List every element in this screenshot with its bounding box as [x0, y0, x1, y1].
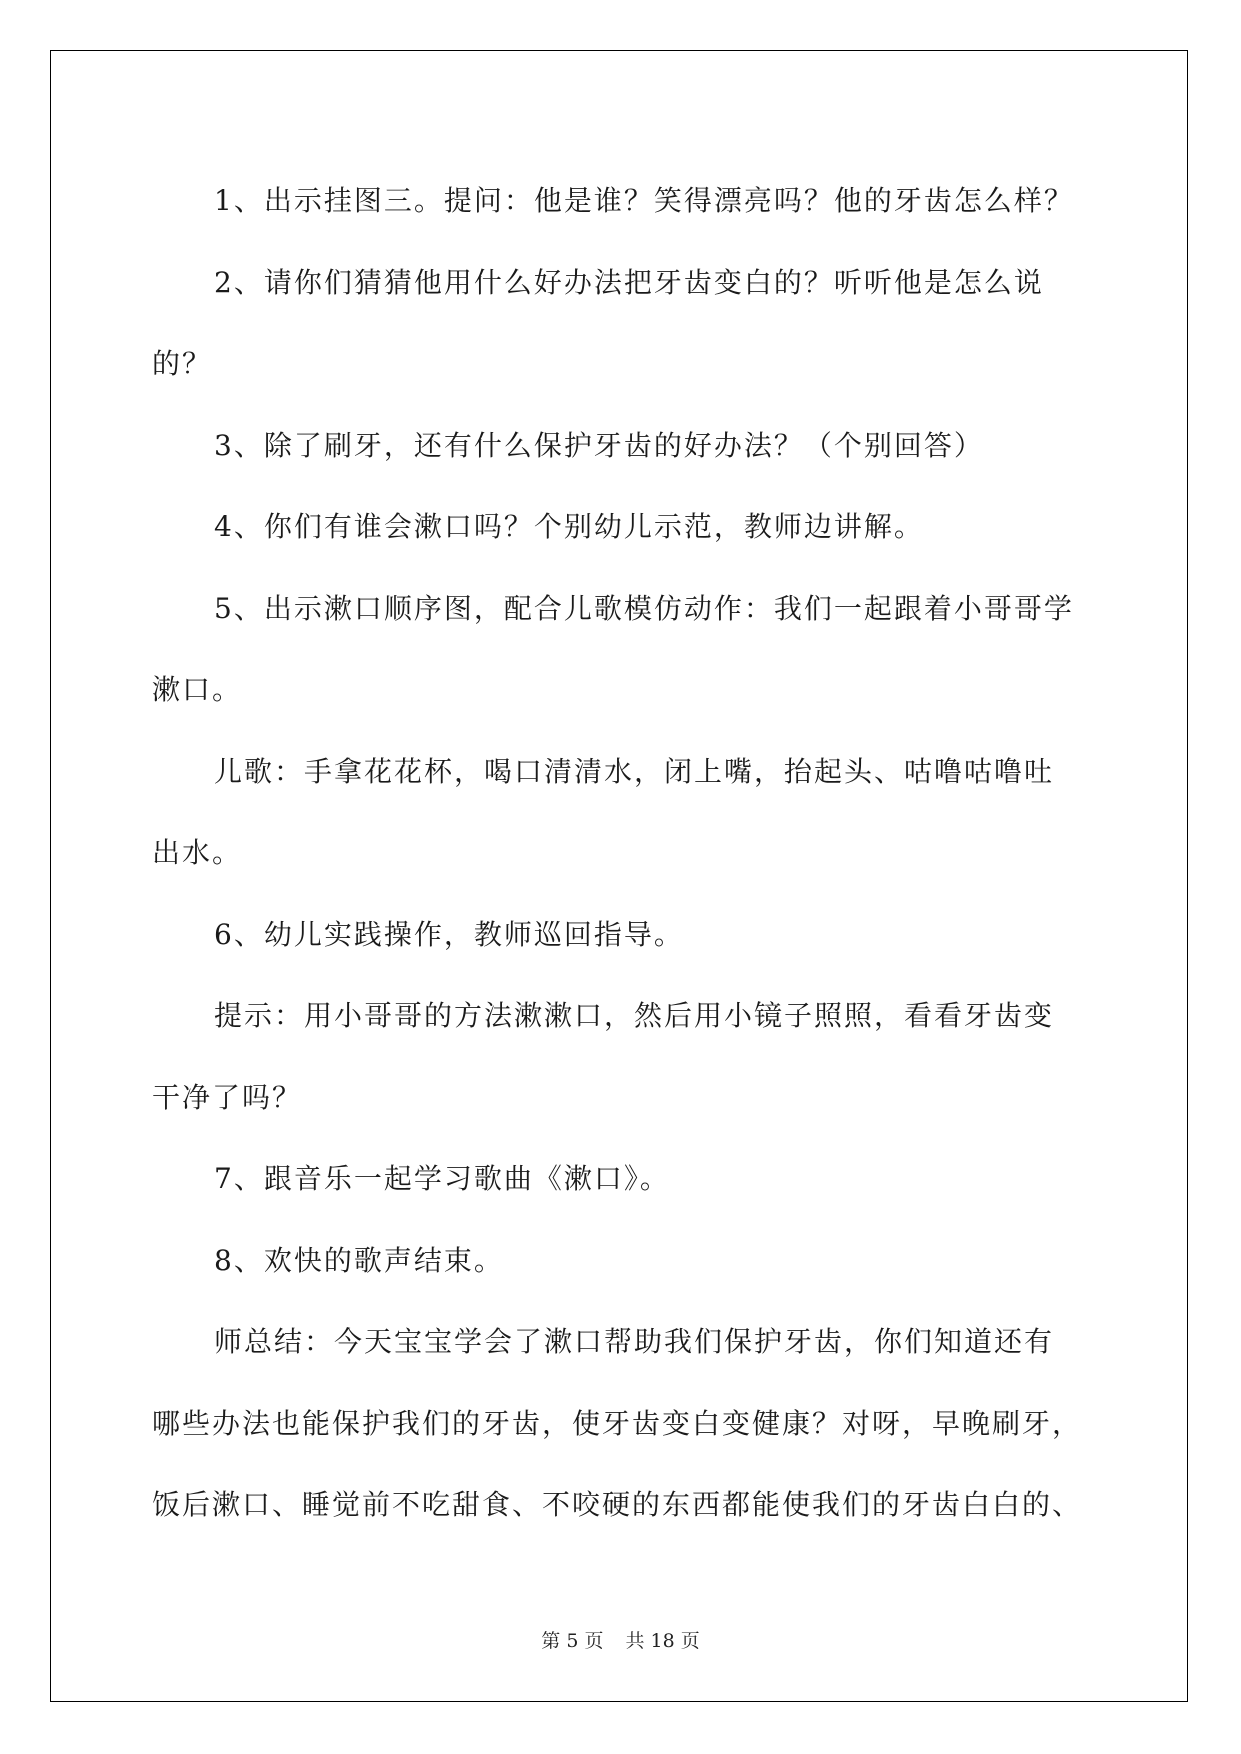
document-body: [152, 160, 1092, 1546]
text-line: 出水。: [152, 836, 243, 869]
text-line: 干净了吗？: [152, 1080, 303, 1114]
page-footer: [0, 1626, 1241, 1653]
text-line: 儿歌：手拿花花杯，喝口清清水，闭上嘴，抬起头、咕噜咕噜吐: [214, 754, 1055, 788]
text-line: 7、跟音乐一起学习歌曲《漱口》。: [214, 1162, 670, 1195]
text-line: 2、请你们猜猜他用什么好办法把牙齿变白的？听听他是怎么说: [214, 265, 1044, 299]
text-line: 饭后漱口、睡觉前不吃甜食、不咬硬的东西都能使我们的牙齿白白的、: [152, 1488, 1083, 1521]
text-line: 师总结：今天宝宝学会了漱口帮助我们保护牙齿，你们知道还有: [214, 1325, 1055, 1358]
text-line: 5、出示漱口顺序图，配合儿歌模仿动作：我们一起跟着小哥哥学: [214, 591, 1074, 625]
text-line: 的？: [152, 347, 213, 380]
page-number: 第 5 页: [541, 1630, 604, 1652]
text-line: 提示：用小哥哥的方法漱漱口，然后用小镜子照照，看看牙齿变: [214, 999, 1055, 1032]
page-total: 共 18 页: [625, 1630, 700, 1652]
text-line: 漱口。: [152, 673, 243, 706]
text-line: 4、你们有谁会漱口吗？个别幼儿示范，教师边讲解。: [214, 510, 924, 543]
text-line: 6、幼儿实践操作，教师巡回指导。: [214, 917, 684, 951]
text-line: 哪些办法也能保护我们的牙齿，使牙齿变白变健康？对呀，早晚刷牙，: [152, 1406, 1083, 1440]
text-line: 8、欢快的歌声结束。: [214, 1243, 504, 1277]
text-line: 3、除了刷牙，还有什么保护牙齿的好办法？（个别回答）: [214, 428, 984, 462]
text-line: 1、出示挂图三。提问：他是谁？笑得漂亮吗？他的牙齿怎么样？: [214, 184, 1074, 217]
